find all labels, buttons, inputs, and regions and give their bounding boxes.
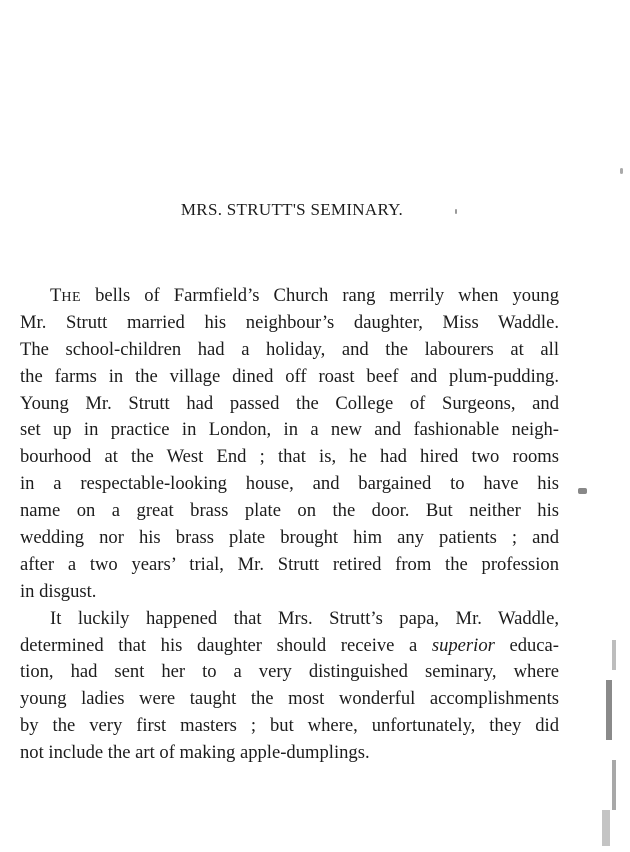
scan-speck	[455, 209, 457, 214]
paragraph-line: young ladies were taught the most wonderful accomplishments	[20, 688, 559, 710]
body-text	[20, 283, 559, 767]
paragraph-line: in a respectable-looking house, and bargained to have his	[20, 473, 559, 495]
chapter-title: MRS. STRUTT'S SEMINARY.	[180, 200, 404, 219]
line-text: determined that his daughter should receive a	[20, 634, 418, 656]
paragraph-line: the farms in the village dined off roast beef and plum-pudding.	[20, 365, 559, 387]
small-caps-text: HE	[61, 290, 82, 305]
page-edge-shadow	[606, 680, 612, 740]
dropcap-letter: T	[50, 285, 62, 306]
page-edge-shadow	[612, 640, 616, 670]
paragraph-line	[20, 283, 559, 310]
page-edge-shadow	[612, 760, 616, 810]
paragraph-line: after a two years’ trial, Mr. Strutt retired from the profession	[20, 553, 559, 575]
line-text: educa-	[509, 634, 559, 656]
paragraph-line: wedding nor his brass plate brought him any patients ; and	[20, 527, 559, 549]
paragraph-line: tion, had sent her to a very distinguished seminary, where	[20, 661, 559, 683]
paragraph-line: bourhood at the West End ; that is, he had hired two rooms	[20, 446, 559, 468]
paragraph-line: not include the art of making apple-dumplings.	[20, 742, 370, 764]
paragraph-line: set up in practice in London, in a new and fashionable neigh-	[20, 419, 559, 441]
scan-speck	[578, 488, 587, 494]
paragraph-line: The school-children had a holiday, and the labourers at all	[20, 338, 559, 360]
paragraph-line	[20, 633, 559, 660]
paragraph-line: in disgust.	[20, 580, 97, 602]
paragraph-line: Young Mr. Strutt had passed the College of Surgeons, and	[20, 392, 559, 414]
scan-speck	[620, 168, 623, 174]
italic-word: superior	[431, 634, 495, 656]
page-edge-shadow	[602, 810, 610, 846]
paragraph-line: by the very first masters ; but where, unfortunately, they did	[20, 715, 559, 737]
line-text: bells of Farmfield’s Church rang merrily when young	[95, 285, 559, 306]
paragraph-line: It luckily happened that Mrs. Strutt’s papa, Mr. Waddle,	[50, 607, 559, 629]
paragraph-line: Mr. Strutt married his neighbour’s daughter, Miss Waddle.	[20, 311, 559, 333]
paragraph-line: name on a great brass plate on the door. But neither his	[20, 500, 559, 522]
